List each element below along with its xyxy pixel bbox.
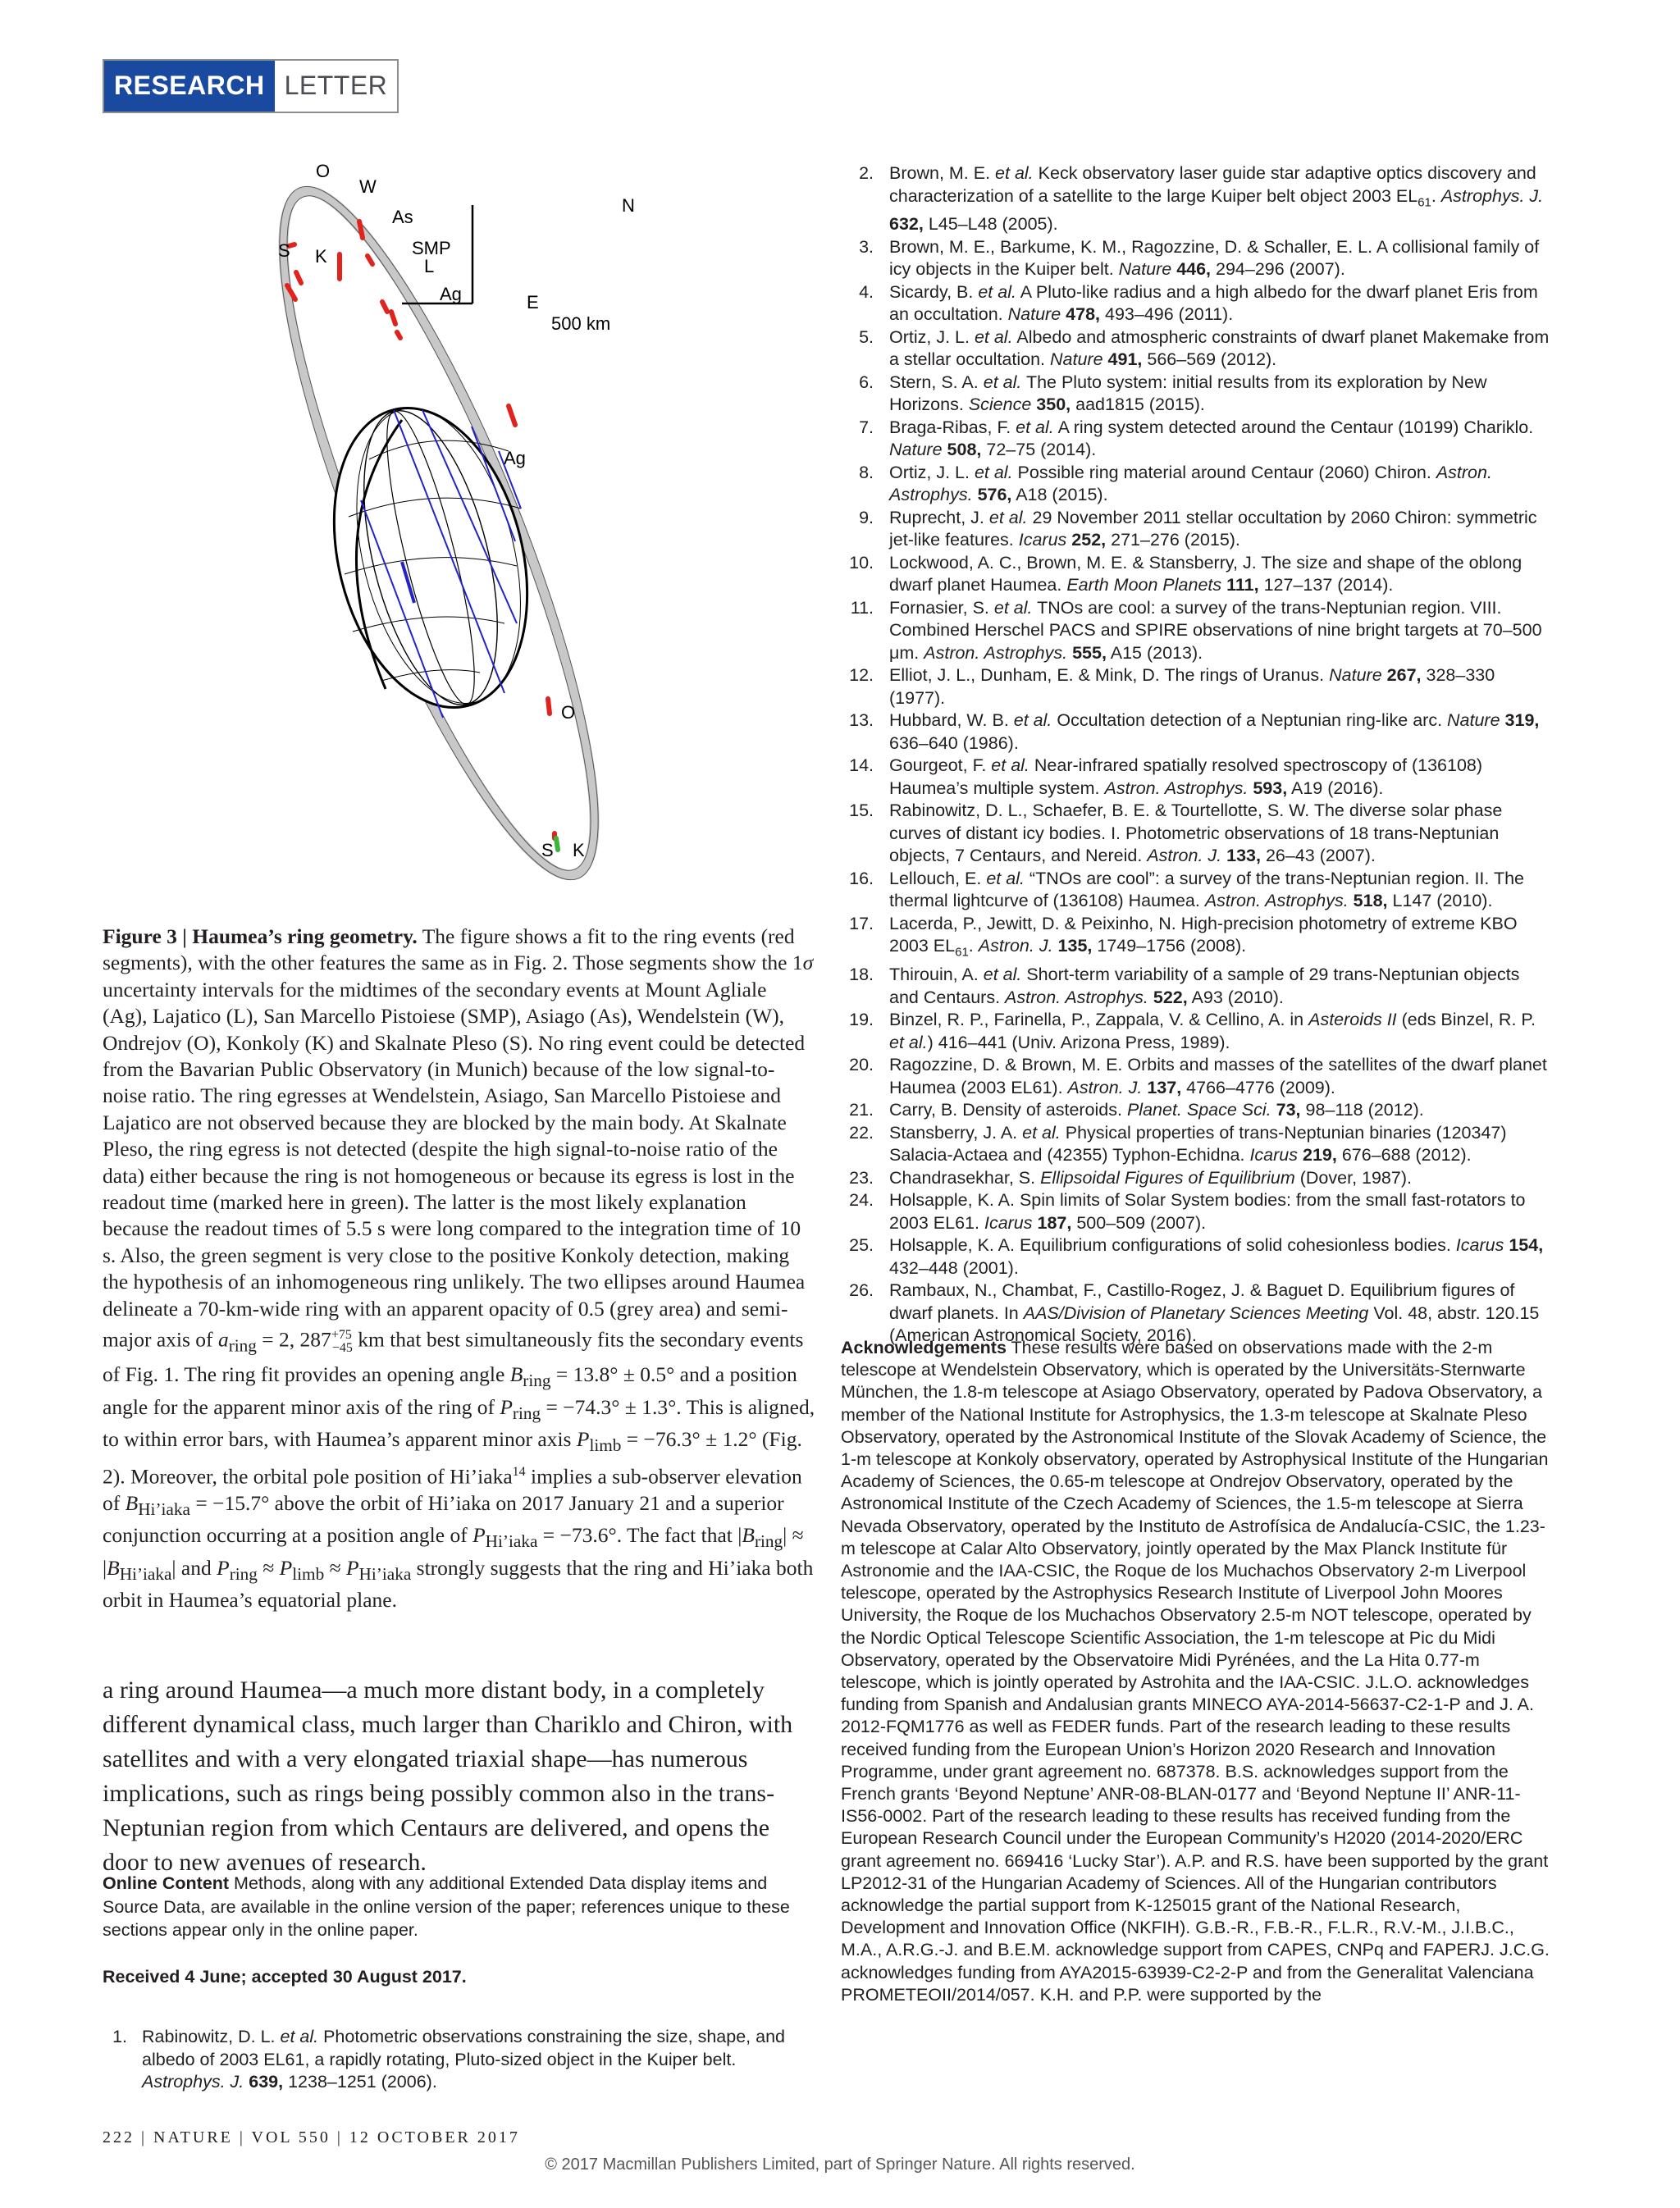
- label-o-right: O: [561, 702, 576, 723]
- reference-item: 5. Ortiz, J. L. et al. Albedo and atmospheric constraints of dwarf planet Makemake from a stellar occultation. Nature 491, 566–569 (2012).: [859, 326, 1550, 370]
- reference-item: 20. Ragozzine, D. & Brown, M. E. Orbits and masses of the satellites of the dwarf planet Haumea (2003 EL61). Astron. J. 137, 4766–4776 (2009).: [849, 1055, 1547, 1097]
- reference-item: 18. Thirouin, A. et al. Short-term variability of a sample of 29 trans-Neptunian objects and Centaurs. Astron. Astrophys. 522, A93 (2010).: [849, 965, 1520, 1007]
- reference-item: 14. Gourgeot, F. et al. Near-infrared spatially resolved spectroscopy of (136108) Haumea’s multiple system. Astron. Astrophys. 593, A19 (2016).: [849, 755, 1483, 798]
- label-e: E: [527, 292, 539, 312]
- label-ag-right: Ag: [504, 448, 526, 468]
- reference-item: 9. Ruprecht, J. et al. 29 November 2011 stellar occultation by 2060 Chiron: symmetric jet-like features. Icarus 252, 271–276 (2015).: [859, 507, 1537, 550]
- label-as: As: [392, 207, 413, 227]
- haumea-ring-figure: [271, 148, 656, 935]
- online-content-note: Online Content Methods, along with any additional Extended Data display items and Source Data, are available in the online version of the paper; references unique to these sections appear only in the online paper.: [103, 1873, 790, 1940]
- received-dates: Received 4 June; accepted 30 August 2017.: [103, 1967, 467, 1987]
- reference-item: 2. Brown, M. E. et al. Keck observatory laser guide star adaptive optics discovery and characterization of a satellite to the large Kuiper belt object 2003 $EL_{61}$. Astrophys. J. 632, L45–L48 (2005).: [859, 163, 1544, 235]
- readout-segment: [556, 838, 558, 850]
- label-smp: SMP: [412, 238, 451, 258]
- haumea-body: [304, 387, 556, 728]
- label-w: W: [359, 176, 377, 197]
- caption-title: Figure 3 | Haumea’s ring geometry.: [103, 924, 418, 948]
- reference-item: 21. Carry, B. Density of asteroids. Planet. Space Sci. 73, 98–118 (2012).: [849, 1100, 1424, 1120]
- label-scale: 500 km: [551, 313, 611, 334]
- label-k-bottom: K: [573, 840, 585, 860]
- reference-item: 4. Sicardy, B. et al. A Pluto-like radius and a high albedo for the dwarf planet Eris from an occultation. Nature 478, 493–496 (2011).: [859, 281, 1538, 325]
- reference-item: 8. Ortiz, J. L. et al. Possible ring material around Centaur (2060) Chiron. Astron. Astrophys. 576, A18 (2015).: [859, 462, 1492, 505]
- letter-tag: LETTER: [275, 61, 398, 112]
- label-l: L: [424, 256, 435, 276]
- reference-item: 11. Fornasier, S. et al. TNOs are cool: a survey of the trans-Neptunian region. VIII. Combined Herschel PACS and SPIRE observations of nine bright targets at 70–500 μm. Astron. Astrophys. 555, A15 (2013).: [850, 597, 1542, 663]
- label-ag-top: Ag: [440, 284, 462, 304]
- label-o-top: O: [316, 161, 331, 181]
- reference-item: 3. Brown, M. E., Barkume, K. M., Ragozzine, D. & Schaller, E. L. A collisional family of icy objects in the Kuiper belt. Nature 446, 294–296 (2007).: [859, 236, 1540, 280]
- research-tag: RESEARCH: [104, 61, 275, 112]
- copyright-notice: © 2017 Macmillan Publishers Limited, part of Springer Nature. All rights reserved.: [545, 2156, 1135, 2174]
- reference-item: 26. Rambaux, N., Chambat, F., Castillo-Rogez, J. & Baguet D. Equilibrium figures of dwarf planets. In AAS/Division of Planetary Sciences Meeting Vol. 48, abstr. 120.15 (American Astronomical Society, 2016).: [849, 1280, 1540, 1346]
- reference-item: 7. Braga-Ribas, F. et al. A ring system detected around the Centaur (10199) Chariklo. Nature 508, 72–75 (2014).: [859, 417, 1534, 460]
- section-header: [103, 59, 399, 113]
- reference-item: 13. Hubbard, W. B. et al. Occultation detection of a Neptunian ring-like arc. Nature 319, 636–640 (1986).: [849, 710, 1540, 753]
- reference-item: 24. Holsapple, K. A. Spin limits of Solar System bodies: from the small fast-rotators to 2003 EL61. Icarus 187, 500–509 (2007).: [849, 1190, 1526, 1233]
- reference-list: [841, 162, 1553, 1348]
- label-k-left: K: [315, 246, 327, 267]
- body-paragraph: a ring around Haumea—a much more distant body, in a completely different dynamical class, much larger than Chariklo and Chiron, with satellites and with a very elongated triaxial shape—has numerous implications, such as rings being possibly common also in the trans-Neptunian region from which Centaurs are delivered, and opens the door to new avenues of research.: [103, 1677, 793, 1876]
- label-s-bottom: S: [541, 840, 554, 860]
- reference-item: 23. Chandrasekhar, S. Ellipsoidal Figures of Equilibrium (Dover, 1987).: [849, 1167, 1412, 1188]
- reference-item: 1. Rabinowitz, D. L. et al. Photometric observations constraining the size, shape, and albedo of 2003 EL61, a rapidly rotating, Pluto-sized object in the Kuiper belt. Astrophys. J. 639, 1238–1251 (2006).: [112, 2027, 785, 2092]
- page-footer: 222 | NATURE | VOL 550 | 12 OCTOBER 2017: [103, 2128, 520, 2146]
- label-n: N: [622, 195, 635, 216]
- figure-caption: Figure 3 | Haumea’s ring geometry. The figure shows a fit to the ring events (red segments), with the other features the same as in Fig. 2. Those segments show the 1σ uncertainty intervals for the midtimes of the secondary events at Mount Agliale (Ag), Lajatico (L), San Marcello Pistoiese (SMP), Asiago (As), Wendelstein (W), Ondrejov (O), Konkoly (K) and Skalnate Pleso (S). No ring event could be detected from the Bavarian Public Observatory (in Munich) because of the low signal-to-noise ratio. The ring egresses at Wendelstein, Asiago, San Marcello Pistoiese and Lajatico are not observed because they are blocked by the main body. At Skalnate Pleso, the ring egress is not detected (despite the high signal-to-noise ratio of the data) either because the ring is not homogeneous or because its egress is lost in the readout time (marked here in green). The latter is the most likely explanation because the readout times of 5.5 s were long compared to the integration time of 10 s. Also, the green segment is very close to the positive Konkoly detection, making the hypothesis of an inhomogeneous ring unlikely. The two ellipses around Haumea delineate a 70-km-wide ring with an apparent opacity of 0.5 (grey area) and semi-major axis of $a_{ring} = 2$, $287^{+75}_{-45}$ km that best simultaneously fits the secondary events of Fig. 1. The ring fit provides an opening angle $B_{ring} = 13.8^\circ \pm 0.5^\circ$ and a position angle for the apparent minor axis of the ring of $P_{ring} = -74.3^\circ \pm 1.3^\circ$. This is aligned, to within error bars, with Haumea’s apparent minor axis $P_{limb} = -76.3^\circ \pm 1.2^\circ$ (Fig. 2). Moreover, the orbital pole position of Hi’iaka$^{14}$ implies a sub-observer elevation of $B_{Hi’iaka} = -15.7^\circ$ above the orbit of Hi’iaka on 2017 January 21 and a superior conjunction occurring at a position angle of $P_{Hi’iaka} = -73.6^\circ$. The fact that $|B_{ring}| \approx |B_{Hi’iaka}|$ and $P_{ring} \approx P_{limb} \approx P_{Hi’iaka}$ strongly suggests that the ring and Hi’iaka both orbit in Haumea’s equatorial plane.: [103, 924, 815, 1612]
- label-s-left: S: [278, 240, 290, 261]
- reference-item: 15. Rabinowitz, D. L., Schaefer, B. E. & Tourtellotte, S. W. The diverse solar phase curves of distant icy bodies. I. Photometric observations of 18 trans-Neptunian objects, 7 Centaurs, and Nereid. Astron. J. 133, 26–43 (2007).: [849, 801, 1503, 866]
- acknowledgements: Acknowledgements These results were based on observations made with the 2-m telescope at Wendelstein Observatory, which is operated by the Universitäts-Sternwarte München, the 1.8-m telescope at Asiago Observatory, operated by Padova Observatory, a member of the National Institute for Astrophysics, the 1.3-m telescope at Skalnate Pleso Observatory, operated by the Astronomical Institute of the Slovak Academy of Science, the 1-m telescope at Konkoly observatory, operated by Astrophysical Institute of the Hungarian Academy of Sciences, the 0.65-m telescope at Ondrejov Observatory, operated by the Astronomical Institute of the Czech Academy of Sciences, the 1.5-m telescope at Sierra Nevada Observatory, operated by the Instituto de Astrofísica de Andalucía-CSIC, the 1.23-m telescope at Calar Alto Observatory, jointly operated by the Max Planck Institute für Astronomie and the IAA-CSIC, the Roque de los Muchachos Observatory 2-m Liverpool telescope, operated by the Astrophysics Research Institute of Liverpool John Moores University, the Roque de los Muchachos Observatory 2.5-m NOT telescope, operated by the Nordic Optical Telescope Scientific Association, the 1-m telescope at Pic du Midi Observatory, operated by the Observatoire Midi Pyrénées, and the La Hita 0.77-m telescope, which is jointly operated by Astrohita and the IAA-CSIC. J.L.O. acknowledges funding from Spanish and Andalusian grants MINECO AYA-2014-56637-C2-1-P and J. A. 2012-FQM1776 as well as FEDER funds. Part of the research leading to these results received funding from the European Union’s Horizon 2020 Research and Innovation Programme, under grant agreement no. 687378. B.S. acknowledges support from the French grants ‘Beyond Neptune’ ANR-08-BLAN-0177 and ‘Beyond Neptune II’ ANR-11-IS56-0002. Part of the research leading to these results has received funding from the European Research Council under the European Community’s H2020 (2014-2020/ERC grant agreement no. 669416 ‘Lucky Star’). A.P. and R.S. have been supported by the grant LP2012-31 of the Hungarian Academy of Sciences. All of the Hungarian contributors acknowledge the partial support from K-125015 grant of the National Research, Development and Innovation Office (NKFIH). G.B.-R., F.B.-R., F.L.R., R.V.-M., J.I.B.C., M.A., A.R.G.-J. and B.E.M. acknowledge support from CAPES, CNPq and FAPERJ. J.C.G. acknowledges funding from AYA2015-63939-C2-2-P and from the Generalitat Valenciana PROMETEOII/2014/057. K.H. and P.P. were supported by the: [841, 1338, 1550, 2005]
- reference-item: 10. Lockwood, A. C., Brown, M. E. & Stansberry, J. The size and shape of the oblong dwarf planet Haumea. Earth Moon Planets 111, 127–137 (2014).: [849, 552, 1522, 595]
- reference-item: 19. Binzel, R. P., Farinella, P., Zappala, V. & Cellino, A. in Asteroids II (eds Binzel, R. P. et al.) 416–441 (Univ. Arizona Press, 1989).: [849, 1010, 1536, 1052]
- reference-item: 17. Lacerda, P., Jewitt, D. & Peixinho, N. High-precision photometry of extreme KBO 2003 $EL_{61}$. Astron. J. 135, 1749–1756 (2008).: [849, 913, 1518, 960]
- reference-item: 12. Elliot, J. L., Dunham, E. & Mink, D. The rings of Uranus. Nature 267, 328–330 (1977).: [849, 665, 1495, 708]
- reference-item: 6. Stern, S. A. et al. The Pluto system: initial results from its exploration by New Horizons. Science 350, aad1815 (2015).: [859, 372, 1487, 415]
- reference-item: 22. Stansberry, J. A. et al. Physical properties of trans-Neptunian binaries (120347) Salacia-Actaea and (42355) Typhon-Echidna. Icarus 219, 676–688 (2012).: [849, 1122, 1507, 1166]
- reference-item: 16. Lellouch, E. et al. “TNOs are cool”: a survey of the trans-Neptunian region. II. The thermal lightcurve of (136108) Haumea. Astron. Astrophys. 518, L147 (2010).: [849, 868, 1524, 911]
- reference-item: 25. Holsapple, K. A. Equilibrium configurations of solid cohesionless bodies. Icarus 154, 432–448 (2001).: [849, 1235, 1544, 1278]
